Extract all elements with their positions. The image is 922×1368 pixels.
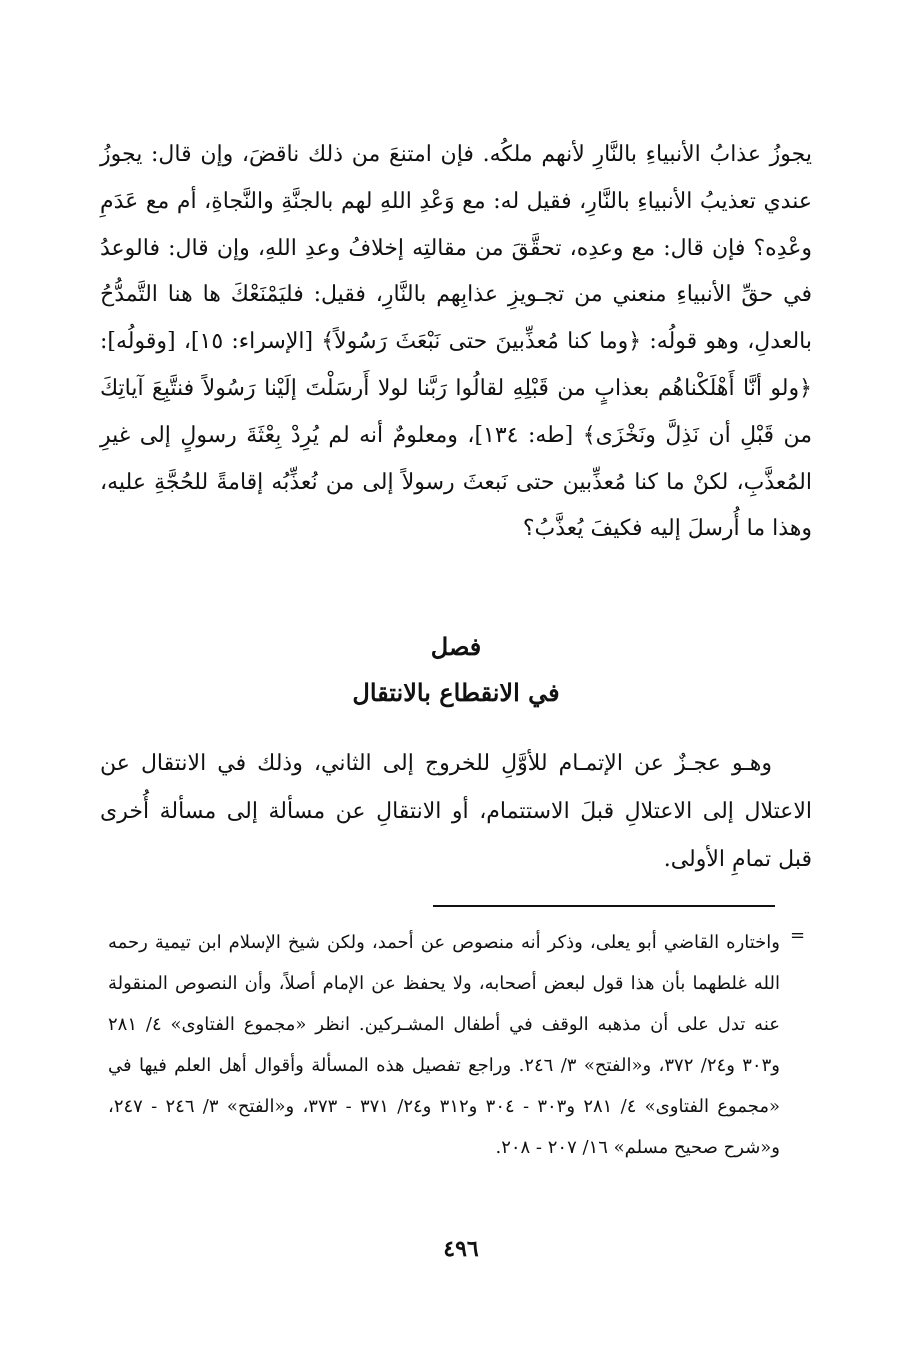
main-paragraph: يجوزُ عذابُ الأنبياءِ بالنَّارِ لأنهم ملكُه. فإن امتنعَ من ذلك ناقضَ، وإن قال: يجوزُ عندي تعذيبُ الأنبياءِ بالنَّارِ، فقيل له: مع وَعْدِ اللهِ لهم بالجنَّةِ والنَّجاةِ، أم مع عَدَمِ وعْدِه؟ فإن قال: مع وعدِه، تحقَّقَ من مقالتِه إخلافُ وعدِ اللهِ، وإن قال: فالوعدُ في حقِّ الأنبياءِ منعني من تجـويزِ عذابِهم بالنَّارِ، فقيل: فليَمْنَعْكَ ها هنا التَّمدُّحُ بالعدلِ، وهو قولُه: ﴿وما كنا مُعذِّبينَ حتى نَبْعَثَ رَسُولاً﴾ [الإسراء: ١٥]، [وقولُه]: ﴿ولو أنَّا أَهْلَكْناهُم بعذابٍ من قَبْلِهِ لقالُوا رَبَّنا لولا أَرسَلْتَ إلَيْنا رَسُولاً فنتَّبِعَ آياتِكَ من قَبْلِ أن نَذِلَّ ونَخْزَى﴾ [طه: ١٣٤]، ومعلومٌ أنه لم يُرِدْ بِعْثَةَ رسولٍ إلى غيرِ المُعذَّبِ، لكنْ ما كنا مُعذِّبين حتى نَبعثَ رسولاً إلى من نُعذِّبُه إقامةً للحُجَّةِ عليه، وهذا ما أُرسلَ إليه فكيفَ يُعذَّبُ؟ — [100, 142, 812, 542]
section-title: فصل — [430, 632, 482, 661]
page-number: ٤٩٦ — [443, 1236, 479, 1262]
footnote-block — [108, 922, 780, 1168]
section-text-block — [100, 740, 812, 884]
footnote-separator — [433, 905, 775, 907]
section-paragraph: وهـو عجـزٌ عن الإتمـام للأوَّلِ للخروج إلى الثاني، وذلك في الانتقال عن الاعتلال إلى الاعتلالِ قبلَ الاستتمام، أو الانتقالِ عن مسألة إلى مسألة أُخرى قبل تمامِ الأولى. — [100, 751, 812, 872]
section-subtitle: في الانقطاع بالانتقال — [352, 678, 560, 707]
footnote-continuation-marker: = — [790, 925, 806, 946]
footnote-paragraph: واختاره القاضي أبو يعلى، وذكر أنه منصوص عن أحمد، ولكن شيخ الإسلام ابن تيمية رحمه الله غلطهما بأن هذا قول لبعض أصحابه، ولا يحفظ عن الإمام أصلاً، وأن النصوص المنقولة عنه تدل على أن مذهبه الوقف في أطفال المشـركين. انظر «مجموع الفتاوى» ٤/ ٢٨١ و٣٠٣ و٢٤/ ٣٧٢، و«الفتح» ٣/ ٢٤٦. وراجع تفصيل هذه المسألة وأقوال أهل العلم فيها في «مجموع الفتاوى» ٤/ ٢٨١ و٣٠٣ - ٣٠٤ و٣١٢ و٢٤/ ٣٧١ - ٣٧٣، و«الفتح» ٣/ ٢٤٦ - ٢٤٧، و«شرح صحيح مسلم» ١٦/ ٢٠٧ - ٢٠٨. — [108, 932, 780, 1158]
main-text-block — [100, 132, 812, 553]
